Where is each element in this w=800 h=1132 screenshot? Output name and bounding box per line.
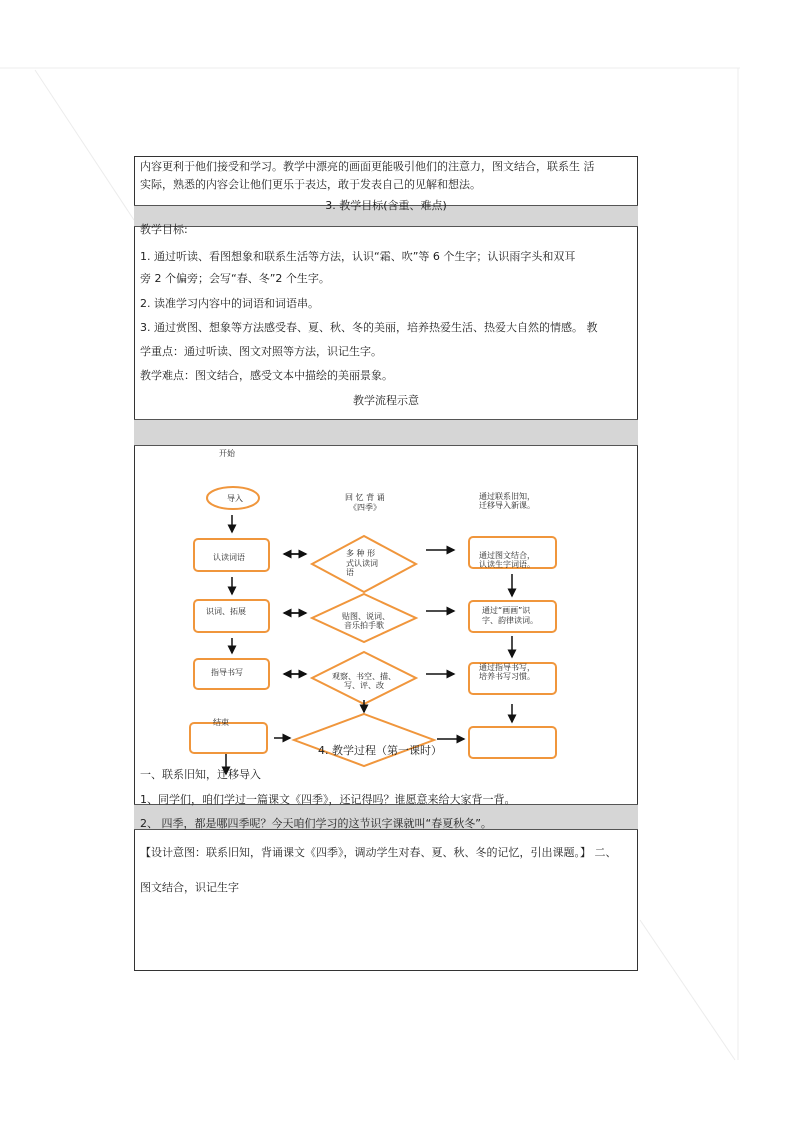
label-r2a: 通过图文结合， bbox=[479, 551, 535, 560]
teaching-difficulty: 教学难点：图文结合，感受文本中描绘的美丽景象。 bbox=[140, 369, 393, 382]
label-d2b: 式认读词 bbox=[346, 559, 378, 568]
label-r4b: 培养书写习惯。 bbox=[479, 672, 535, 681]
label-end: 结束 bbox=[213, 718, 229, 727]
label-read: 认读词语 bbox=[213, 553, 245, 562]
label-recall-b: 《四季》 bbox=[349, 503, 381, 512]
label-r3b: 字、韵律读词。 bbox=[482, 616, 538, 625]
label-write: 指导书写 bbox=[211, 668, 243, 677]
step-1: 1、同学们，咱们学过一篇课文《四季》，还记得吗？谁愿意来给大家背一背。 bbox=[140, 793, 516, 806]
label-r3a: 通过“画画”识 bbox=[482, 606, 531, 615]
intro-line-1: 内容更利于他们接受和学习。教学中漂亮的画面更能吸引他们的注意力，图文结合，联系生 活 bbox=[140, 160, 595, 173]
flow-band bbox=[134, 419, 638, 446]
part-1-title: 一、联系旧知，迁移导入 bbox=[140, 768, 261, 781]
label-start: 开始 bbox=[219, 449, 235, 458]
goal-2: 2. 读准学习内容中的词语和词语串。 bbox=[140, 297, 319, 310]
label-recall-a: 回 忆 背 诵 bbox=[345, 493, 385, 502]
label-r1a: 通过联系旧知， bbox=[479, 492, 535, 501]
label-r4a: 通过指导书写， bbox=[479, 663, 535, 672]
label-words: 识词、拓展 bbox=[206, 607, 246, 616]
part-2-title: 图文结合，识记生字 bbox=[140, 881, 239, 894]
flow-title: 教学流程示意 bbox=[353, 394, 419, 407]
label-d3a: 贴图、说词、 bbox=[342, 612, 390, 621]
design-intent: 【设计意图：联系旧知，背诵课文《四季》，调动学生对春、夏、秋、冬的记忆，引出课题。】 二、 bbox=[140, 846, 617, 859]
result-final bbox=[469, 727, 556, 758]
label-intro: 导入 bbox=[227, 494, 243, 503]
label-d2c: 语 bbox=[346, 568, 354, 577]
label-r1b: 迁移导入新课。 bbox=[479, 501, 535, 510]
goal-3b: 学重点：通过听读、图文对照等方法，识记生字。 bbox=[140, 345, 382, 358]
label-d2a: 多 种 形 bbox=[346, 549, 376, 558]
intro-line-2: 实际，熟悉的内容会让他们更乐于表达，敢于发表自己的见解和想法。 bbox=[140, 178, 481, 191]
section3-heading: 3. 教学目标(含重、难点) bbox=[325, 199, 447, 212]
step-2: 2、 四季，都是哪四季呢？今天咱们学习的这节识字课就叫“春夏秋冬”。 bbox=[140, 817, 492, 830]
section4-heading: 4. 教学过程（第一课时） bbox=[318, 744, 442, 757]
label-d4a: 观察、书空、描、 bbox=[332, 672, 396, 681]
goals-label: 教学目标: bbox=[140, 223, 188, 236]
label-r2b: 认读生字词语。 bbox=[479, 560, 535, 569]
label-d3b: 音乐拍手歌 bbox=[344, 621, 384, 630]
goal-1b: 旁 2 个偏旁；会写“春、冬”2 个生字。 bbox=[140, 272, 330, 285]
label-d4b: 写、评、改 bbox=[344, 681, 384, 690]
node-words bbox=[194, 600, 269, 632]
goal-3a: 3. 通过赏图、想象等方法感受春、夏、秋、冬的美丽，培养热爱生活、热爱大自然的情感。 教 bbox=[140, 321, 598, 334]
teaching-flowchart bbox=[134, 446, 638, 776]
goal-1a: 1. 通过听读、看图想象和联系生活等方法，认识“霜、吹”等 6 个生字；认识雨字头和双耳 bbox=[140, 250, 576, 263]
node-end bbox=[190, 723, 267, 753]
